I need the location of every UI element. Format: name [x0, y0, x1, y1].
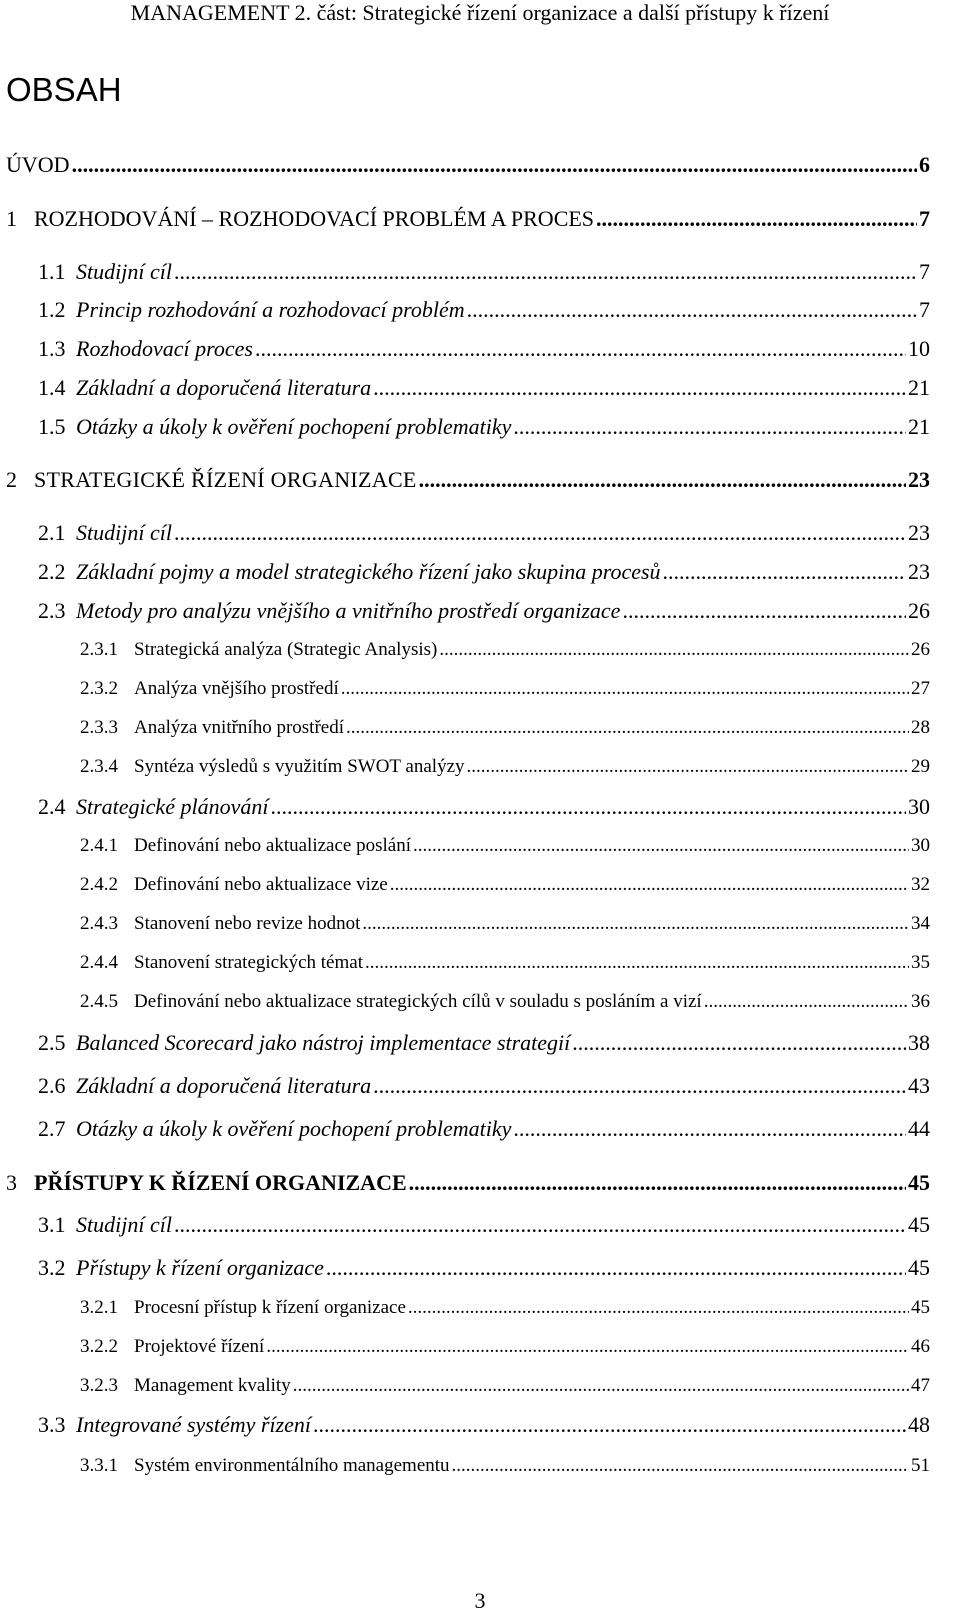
- toc-entry-page: 7: [919, 259, 930, 284]
- toc-entry-number: 2.3.3: [80, 717, 118, 738]
- toc-entry-number: 3.2.3: [80, 1375, 118, 1396]
- toc-entry-title: Princip rozhodování a rozhodovací problém: [76, 297, 465, 322]
- toc-entry-title: Syntéza výsledů s využitím SWOT analýzy: [134, 756, 465, 777]
- toc-entry-number: 1.1: [38, 259, 66, 284]
- toc-entry-chapter-3[interactable]: [6, 1170, 930, 1196]
- toc-entry-2-6[interactable]: [38, 1073, 930, 1099]
- toc-entry-1-2[interactable]: [38, 297, 930, 323]
- toc-entry-number: 2.5: [38, 1030, 66, 1055]
- toc-entry-page: 23: [908, 467, 930, 492]
- toc-entry-number: 1.2: [38, 297, 66, 322]
- toc-entry-title: Procesní přístup k řízení organizace: [134, 1297, 406, 1318]
- toc-entry-chapter-2[interactable]: [6, 467, 930, 493]
- toc-entry-page: 34: [911, 913, 930, 934]
- toc-entry-page: 45: [908, 1170, 930, 1195]
- toc-entry-title: Management kvality: [134, 1375, 291, 1396]
- toc-leader-dots: [513, 414, 906, 440]
- toc-entry-title: Definování nebo aktualizace poslání: [134, 835, 411, 856]
- toc-entry-title: Stanovení strategických témat: [134, 952, 363, 973]
- toc-entry-page: 29: [911, 756, 930, 777]
- toc-leader-dots: [452, 1455, 909, 1477]
- toc-entry-number: 1.3: [38, 336, 66, 361]
- toc-entry-title: Otázky a úkoly k ověření pochopení problematiky: [76, 1116, 512, 1141]
- toc-entry-2-5[interactable]: [38, 1030, 930, 1056]
- toc-leader-dots: [467, 297, 917, 323]
- toc-entry-number: 2.3: [38, 598, 66, 623]
- toc-entry-number: 3.3: [38, 1412, 66, 1437]
- toc-entry-title: ROZHODOVÁNÍ – ROZHODOVACÍ PROBLÉM A PROCES: [34, 206, 595, 231]
- toc-entry-title: Strategická analýza (Strategic Analysis): [134, 639, 438, 660]
- toc-entry-number: 3.2: [38, 1255, 66, 1280]
- toc-leader-dots: [255, 336, 906, 362]
- toc-entry-page: 7: [919, 297, 930, 322]
- toc-entry-title: Studijní cíl: [76, 520, 172, 545]
- toc-leader-dots: [346, 717, 909, 739]
- toc-entry-number: 2.3.2: [80, 678, 118, 699]
- toc-entry-title: Základní a doporučená literatura: [76, 1073, 372, 1098]
- toc-entry-title: Systém environmentálního managementu: [134, 1455, 450, 1476]
- toc-entry-number: 2.4.3: [80, 913, 118, 934]
- toc-entry-2-3-1[interactable]: [80, 639, 930, 661]
- toc-entry-chapter-1[interactable]: [6, 206, 930, 232]
- toc-entry-2-4-3[interactable]: [80, 913, 930, 935]
- toc-leader-dots: [663, 559, 906, 585]
- toc-entry-page: 32: [911, 874, 930, 895]
- toc-entry-page: 45: [911, 1297, 930, 1318]
- toc-leader-dots: [341, 678, 909, 700]
- toc-leader-dots: [419, 467, 906, 493]
- toc-entry-number: 2: [6, 467, 17, 492]
- toc-entry-title: Otázky a úkoly k ověření pochopení problematiky: [76, 414, 512, 439]
- toc-entry-page: 26: [908, 598, 930, 623]
- toc-entry-number: 3.2.2: [80, 1336, 118, 1357]
- toc-leader-dots: [326, 1255, 906, 1281]
- toc-leader-dots: [293, 1375, 909, 1397]
- toc-leader-dots: [365, 952, 909, 974]
- toc-entry-title: Analýza vnitřního prostředí: [134, 717, 345, 738]
- toc-entry-number: 2.4.5: [80, 991, 118, 1012]
- toc-entry-title: Definování nebo aktualizace strategických cílů v souladu s posláním a vizí: [134, 991, 702, 1012]
- toc-entry-2-4-5[interactable]: [80, 991, 930, 1013]
- toc-entry-number: 3.2.1: [80, 1297, 118, 1318]
- toc-entry-page: 21: [908, 414, 930, 439]
- toc-leader-dots: [513, 1116, 906, 1142]
- toc-entry-title: STRATEGICKÉ ŘÍZENÍ ORGANIZACE: [34, 467, 417, 492]
- toc-entry-number: 1.4: [38, 375, 66, 400]
- toc-entry-2-7[interactable]: [38, 1116, 930, 1142]
- toc-entry-number: 1: [6, 206, 17, 231]
- toc-leader-dots: [174, 1212, 906, 1238]
- toc-entry-title: Základní pojmy a model strategického řízení jako skupina procesů: [76, 559, 661, 584]
- toc-entry-2-3-3[interactable]: [80, 717, 930, 739]
- toc-entry-3-2-1[interactable]: [80, 1297, 930, 1319]
- toc-entry-page: 28: [911, 717, 930, 738]
- toc-entry-1-5[interactable]: [38, 414, 930, 440]
- toc-entry-3-3[interactable]: [38, 1412, 930, 1438]
- toc-entry-2-4-1[interactable]: [80, 835, 930, 857]
- toc-leader-dots: [622, 598, 906, 624]
- toc-entry-page: 26: [911, 639, 930, 660]
- toc-entry-page: 6: [919, 152, 930, 177]
- toc-leader-dots: [362, 913, 909, 935]
- toc-entry-title: Základní a doporučená literatura: [76, 375, 372, 400]
- toc-entry-number: 2.7: [38, 1116, 66, 1141]
- toc-leader-dots: [439, 639, 909, 661]
- toc-entry-2-3-4[interactable]: [80, 756, 930, 778]
- toc-leader-dots: [174, 259, 917, 285]
- toc-entry-1-3[interactable]: [38, 336, 930, 362]
- toc-entry-page: 35: [911, 952, 930, 973]
- toc-entry-page: 23: [908, 559, 930, 584]
- toc-leader-dots: [313, 1412, 906, 1438]
- toc-entry-title: Integrované systémy řízení: [76, 1412, 312, 1437]
- toc-entry-number: 2.3.4: [80, 756, 118, 777]
- toc-entry-number: 2.4.4: [80, 952, 118, 973]
- toc-entry-page: 36: [911, 991, 930, 1012]
- toc-leader-dots: [413, 835, 909, 857]
- toc-entry-page: 48: [908, 1412, 930, 1437]
- toc-entry-number: 2.3.1: [80, 639, 118, 660]
- toc-leader-dots: [572, 1030, 906, 1056]
- toc-entry-page: 46: [911, 1336, 930, 1357]
- toc-entry-2-2[interactable]: [38, 559, 930, 585]
- toc-entry-title: Studijní cíl: [76, 1212, 172, 1237]
- toc-entry-page: 30: [911, 835, 930, 856]
- toc-leader-dots: [72, 152, 917, 178]
- toc-entry-2-3-2[interactable]: [80, 678, 930, 700]
- toc-entry-number: 3: [6, 1170, 17, 1195]
- toc-entry-3-2-3[interactable]: [80, 1375, 930, 1397]
- toc-entry-page: 44: [908, 1116, 930, 1141]
- toc-entry-1-1[interactable]: [38, 259, 930, 285]
- toc-leader-dots: [408, 1297, 909, 1319]
- toc-entry-title: Balanced Scorecard jako nástroj implementace strategií: [76, 1030, 571, 1055]
- toc-entry-page: 45: [908, 1255, 930, 1280]
- toc-entry-3-2-2[interactable]: [80, 1336, 930, 1358]
- toc-leader-dots: [409, 1170, 906, 1196]
- toc-entry-page: 43: [908, 1073, 930, 1098]
- toc-entry-2-4-2[interactable]: [80, 874, 930, 896]
- toc-entry-1-4[interactable]: [38, 375, 930, 401]
- toc-entry-2-4-4[interactable]: [80, 952, 930, 974]
- toc-entry-title: Stanovení nebo revize hodnot: [134, 913, 361, 934]
- running-header: MANAGEMENT 2. část: Strategické řízení organizace a další přístupy k řízení: [130, 0, 830, 25]
- toc-entry-page: 7: [919, 206, 930, 231]
- toc-entry-page: 45: [908, 1212, 930, 1237]
- toc-entry-page: 47: [911, 1375, 930, 1396]
- toc-entry-title: PŘÍSTUPY K ŘÍZENÍ ORGANIZACE: [34, 1170, 407, 1195]
- toc-entry-page: 51: [911, 1455, 930, 1476]
- toc-leader-dots: [704, 991, 909, 1013]
- page-number: 3: [474, 1588, 486, 1613]
- toc-entry-title: Analýza vnějšího prostředí: [134, 678, 339, 699]
- toc-entry-title: Projektové řízení: [134, 1336, 265, 1357]
- toc-entry-number: 1.5: [38, 414, 66, 439]
- toc-leader-dots: [174, 520, 906, 546]
- toc-entry-page: 27: [911, 678, 930, 699]
- toc-entry-title: ÚVOD: [6, 152, 70, 177]
- toc-entry-2-4[interactable]: [38, 794, 930, 820]
- toc-entry-title: Přístupy k řízení organizace: [76, 1255, 324, 1280]
- toc-entry-title: Studijní cíl: [76, 259, 172, 284]
- toc-entry-number: 2.4.1: [80, 835, 118, 856]
- toc-entry-number: 3.1: [38, 1212, 66, 1237]
- toc-leader-dots: [467, 756, 909, 778]
- toc-entry-title: Metody pro analýzu vnějšího a vnitřního prostředí organizace: [76, 598, 621, 623]
- toc-entry-3-2[interactable]: [38, 1255, 930, 1281]
- toc-entry-title: Strategické plánování: [76, 794, 269, 819]
- toc-entry-2-1[interactable]: [38, 520, 930, 546]
- toc-entry-number: 2.4.2: [80, 874, 118, 895]
- toc-leader-dots: [266, 1336, 909, 1358]
- toc-entry-page: 10: [908, 336, 930, 361]
- toc-entry-3-3-1[interactable]: [80, 1455, 930, 1477]
- toc-entry-page: 30: [908, 794, 930, 819]
- toc-entry-title: Rozhodovací proces: [76, 336, 253, 361]
- toc-leader-dots: [373, 1073, 906, 1099]
- toc-entry-number: 2.6: [38, 1073, 66, 1098]
- toc-entry-3-1[interactable]: [38, 1212, 930, 1238]
- toc-leader-dots: [373, 375, 906, 401]
- toc-entry-number: 3.3.1: [80, 1455, 118, 1476]
- toc-entry-page: 23: [908, 520, 930, 545]
- toc-leader-dots: [596, 206, 917, 232]
- toc-entry-number: 2.4: [38, 794, 66, 819]
- toc-leader-dots: [270, 794, 906, 820]
- toc-entry-2-3[interactable]: [38, 598, 930, 624]
- toc-entry-uvod[interactable]: [6, 152, 930, 178]
- toc-entry-number: 2.1: [38, 520, 66, 545]
- toc-entry-page: 38: [908, 1030, 930, 1055]
- toc-heading: OBSAH: [6, 71, 122, 108]
- toc-entry-page: 21: [908, 375, 930, 400]
- toc-entry-title: Definování nebo aktualizace vize: [134, 874, 388, 895]
- toc-entry-number: 2.2: [38, 559, 66, 584]
- toc-leader-dots: [390, 874, 909, 896]
